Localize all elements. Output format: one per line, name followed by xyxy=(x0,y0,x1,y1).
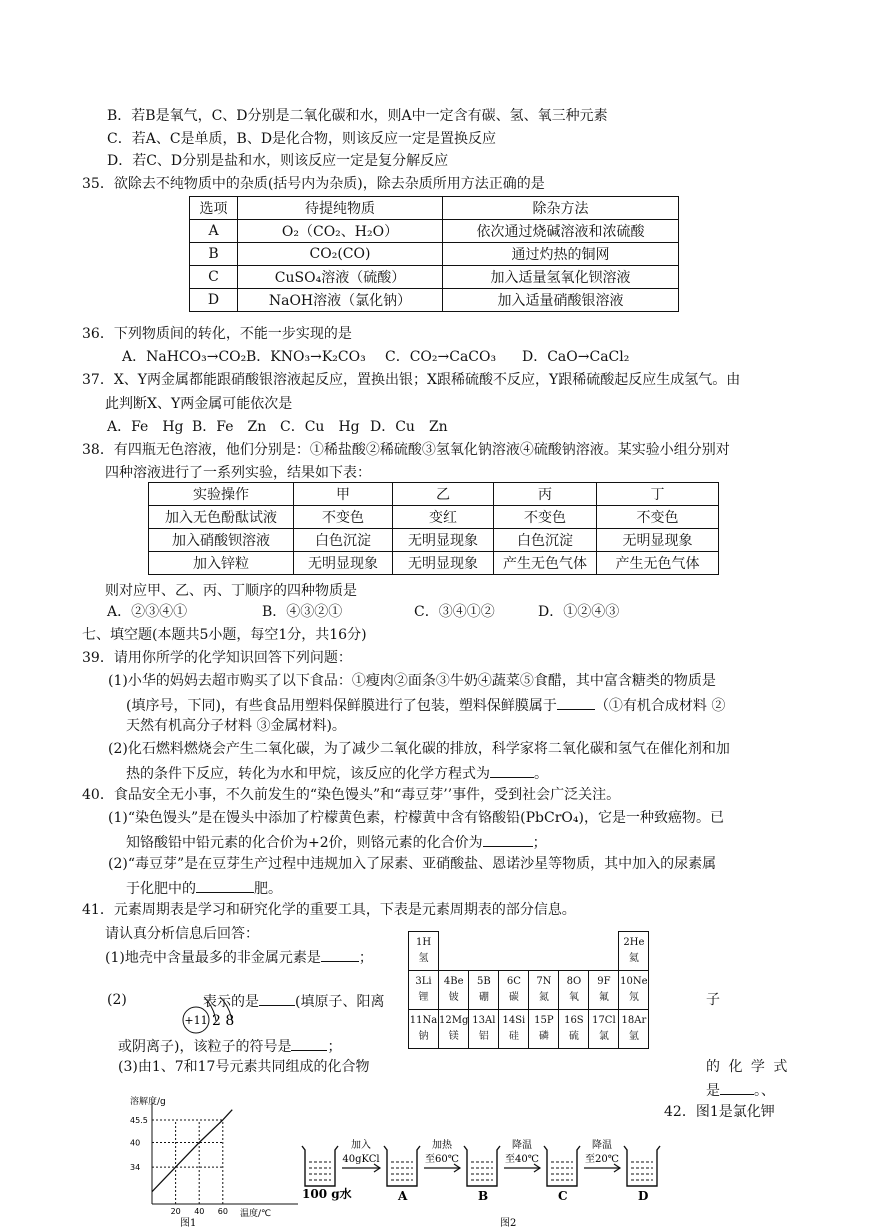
q41-part1-end: ； xyxy=(358,950,373,966)
q38-stem-line1: 38．有四瓶无色溶液，他们分别是：①稀盐酸②稀硫酸③氢氧化钠溶液④硫酸钠溶液。某实验小组分别对 xyxy=(82,442,730,458)
table-header-row xyxy=(149,483,719,506)
q41-part3-is: 是 xyxy=(706,1083,720,1099)
table-row xyxy=(190,243,679,266)
table-cell: 变红 xyxy=(393,506,494,529)
section-heading: 七、填空题(本题共5小题，每空1分，共16分) xyxy=(82,627,367,643)
table-header: 实验操作 xyxy=(149,483,294,506)
element-cell: 15P 磷 xyxy=(529,1010,559,1049)
q36-option-d: D．CaO→CaCl₂ xyxy=(522,349,630,365)
y-tick-label: 45.5 xyxy=(130,1115,148,1125)
q34-option-b: B．若B是氧气，C、D分别是二氧化碳和水，则A中一定含有碳、氢、氧三种元素 xyxy=(107,108,608,124)
beaker-label: C xyxy=(558,1189,568,1203)
table-cell: 产生无色气体 xyxy=(494,552,597,575)
table-cell: 无明显现象 xyxy=(597,529,719,552)
x-tick-label: 20 xyxy=(170,1207,181,1216)
element-cell: 7N 氮 xyxy=(529,971,559,1010)
q41-part2-end: ； xyxy=(327,1039,342,1055)
q41-part2-line2 xyxy=(118,1036,341,1056)
figure-caption: 图1 xyxy=(180,1218,197,1228)
answer-blank[interactable] xyxy=(321,947,359,962)
table-header: 甲 xyxy=(294,483,393,506)
table-header: 乙 xyxy=(393,483,494,506)
table-cell: CuSO₄溶液（硫酸） xyxy=(238,266,443,289)
q39-part1-line2 xyxy=(126,695,725,715)
solubility-chart xyxy=(128,1094,308,1228)
table-cell: 加入无色酚酞试液 xyxy=(149,506,294,529)
q39-part1-choices: （①有机合成材料 ② xyxy=(594,698,726,714)
table-cell: 白色沉淀 xyxy=(294,529,393,552)
table-row xyxy=(409,1010,649,1049)
table-cell: 无明显现象 xyxy=(393,529,494,552)
q37-option-d: D．Cu Zn xyxy=(370,419,448,435)
table-header: 待提纯物质 xyxy=(238,197,443,220)
electron-shells: 2 8 xyxy=(212,1013,235,1029)
step-label: 降温 xyxy=(512,1140,532,1151)
q41-part2-choice: (填原子、阳离 xyxy=(295,994,385,1010)
element-cell: 16S 硫 xyxy=(559,1010,589,1049)
q38-option-a: A．②③④① xyxy=(107,604,188,620)
table-cell: B xyxy=(190,243,238,266)
element-cell: 3Li 锂 xyxy=(409,971,439,1010)
table-cell: 无明显现象 xyxy=(393,552,494,575)
table-row xyxy=(409,971,649,1010)
q41-part3-right: 的 化 学 式 xyxy=(706,1059,790,1075)
element-cell: 10Ne 氖 xyxy=(619,971,649,1010)
element-cell: 17Cl 氯 xyxy=(589,1010,619,1049)
step-condition: 40gKCl xyxy=(342,1154,380,1165)
q36-option-b: B．KNO₃→K₂CO₃ xyxy=(246,349,366,365)
table-header: 除杂方法 xyxy=(443,197,679,220)
q40-stem: 40．食品安全无小事，不久前发生的“染色馒头”和“毒豆芽’’事件，受到社会广泛关注。 xyxy=(82,787,621,803)
answer-blank[interactable] xyxy=(490,763,534,778)
table-cell: CO₂(CO) xyxy=(238,243,443,266)
q38-option-b: B．④③②① xyxy=(262,604,343,620)
step-condition: 至40℃ xyxy=(505,1154,539,1165)
table-cell: 加入锌粒 xyxy=(149,552,294,575)
element-cell: 5B 硼 xyxy=(469,971,499,1010)
table-cell: 加入适量氢氧化钡溶液 xyxy=(443,266,679,289)
table-cell: 白色沉淀 xyxy=(494,529,597,552)
y-axis-label: 溶解度/g xyxy=(130,1097,166,1107)
element-cell: 1H 氢 xyxy=(409,932,439,971)
step-label: 加热 xyxy=(432,1140,452,1151)
x-tick-label: 40 xyxy=(194,1207,205,1216)
element-cell: 11Na 钠 xyxy=(409,1010,439,1049)
q34-option-c: C．若A、C是单质，B、D是化合物，则该反应一定是置换反应 xyxy=(107,131,497,147)
table-cell: 不变色 xyxy=(494,506,597,529)
beaker-label: D xyxy=(638,1189,649,1203)
element-cell: 4Be 铍 xyxy=(439,971,469,1010)
table-header: 选项 xyxy=(190,197,238,220)
q41-part2-text2: 或阴离子)，该粒子的符号是 xyxy=(118,1039,292,1055)
y-tick-label: 34 xyxy=(130,1163,141,1173)
table-cell: 无明显现象 xyxy=(294,552,393,575)
q39-stem: 39．请用你所学的化学知识回答下列问题： xyxy=(82,650,352,666)
q39-part1-line3: 天然有机高分子材料 ③金属材料)。 xyxy=(126,718,346,734)
element-cell: 8O 氧 xyxy=(559,971,589,1010)
q40-part1-end: ； xyxy=(532,835,547,851)
q35-table xyxy=(189,196,679,312)
q41-part3-end: 。、 xyxy=(754,1083,775,1099)
beaker-label: B xyxy=(478,1189,489,1203)
step-condition: 至60℃ xyxy=(425,1154,459,1165)
element-cell: 6C 碳 xyxy=(499,971,529,1010)
q37-option-b: B．Fe Zn xyxy=(192,419,267,435)
q39-part1-line1: (1)小华的妈妈去超市购买了以下食品：①瘦肉②面条③牛奶④蔬菜⑤食醋，其中富含糖类的物质是 xyxy=(108,673,716,689)
q39-part2-line1: (2)化石燃料燃烧会产生二氧化碳，为了减少二氧化碳的排放，科学家将二氧化碳和氢气在催化剂和加 xyxy=(108,741,730,757)
beaker-label: A xyxy=(398,1189,408,1203)
q37-option-a: A．Fe Hg xyxy=(107,419,184,435)
q40-part1-line2 xyxy=(126,832,547,852)
q37-stem-line1: 37．X、Y两金属都能跟硝酸银溶液起反应，置换出银；X跟稀硫酸不反应，Y跟稀硫酸起反应生成氢气。由 xyxy=(82,372,741,388)
answer-blank[interactable] xyxy=(720,1080,754,1095)
q37-option-c: C．Cu Hg xyxy=(280,419,360,435)
table-row xyxy=(149,529,719,552)
table-row xyxy=(190,266,679,289)
table-cell: D xyxy=(190,289,238,312)
element-cell: 12Mg 镁 xyxy=(439,1010,469,1049)
q36-option-a: A．NaHCO₃→CO₂ xyxy=(122,349,247,365)
q41-part2-tail: 子 xyxy=(706,992,720,1008)
process-diagram xyxy=(298,1134,670,1228)
q41-line2: 请认真分析信息后回答： xyxy=(105,926,259,942)
answer-blank[interactable] xyxy=(483,832,533,847)
element-cell: 9F 氟 xyxy=(589,971,619,1010)
q36-stem: 36．下列物质间的转化，不能一步实现的是 xyxy=(82,326,352,342)
q40-part1-line1: (1)“染色馒头”是在馒头中添加了柠檬黄色素，柠檬黄中含有铬酸铅(PbCrO₄)，它是一种致癌物。已 xyxy=(108,810,724,826)
q41-part1-text: (1)地壳中含量最多的非金属元素是 xyxy=(105,950,321,966)
q40-part2-line1: (2)“毒豆芽”是在豆芽生产过程中违规加入了尿素、亚硝酸盐、恩诺沙星等物质，其中加入的尿素属 xyxy=(108,856,717,872)
ion-structure-diagram xyxy=(180,993,250,1039)
q39-part1-text: (填序号，下同)，有些食品用塑料保鲜膜进行了包装，塑料保鲜膜属于 xyxy=(126,698,557,714)
table-cell: A xyxy=(190,220,238,243)
y-tick-label: 40 xyxy=(130,1138,141,1148)
table-cell: 通过灼热的铜网 xyxy=(443,243,679,266)
answer-blank[interactable] xyxy=(196,878,254,893)
table-header-row xyxy=(190,197,679,220)
q41-part1 xyxy=(105,947,373,967)
q35-stem: 35．欲除去不纯物质中的杂质(括号内为杂质)，除去杂质所用方法正确的是 xyxy=(82,176,545,192)
q40-part2-line2 xyxy=(126,878,282,898)
q40-part2-end: 肥。 xyxy=(254,881,282,897)
answer-blank[interactable] xyxy=(259,991,295,1006)
q38-option-c: C．③④①② xyxy=(414,604,495,620)
table-row xyxy=(409,932,649,971)
periodic-table xyxy=(408,931,649,1049)
table-cell: 产生无色气体 xyxy=(597,552,719,575)
table-row xyxy=(149,506,719,529)
table-cell: NaOH溶液（氯化钠） xyxy=(238,289,443,312)
q38-stem-line2: 四种溶液进行了一系列实验，结果如下表： xyxy=(105,465,371,481)
figure-caption: 图2 xyxy=(500,1218,517,1228)
q36-option-c: C．CO₂→CaCO₃ xyxy=(385,349,497,365)
element-cell: 2He 氦 xyxy=(619,932,649,971)
q41-part3-line2 xyxy=(706,1080,775,1100)
q37-stem-line2: 此判断X、Y两金属可能依次是 xyxy=(105,396,293,412)
q40-part2-text: 于化肥中的 xyxy=(126,881,196,897)
table-cell: 不变色 xyxy=(597,506,719,529)
element-cell: 18Ar 氩 xyxy=(619,1010,649,1049)
step-label: 降温 xyxy=(592,1140,612,1151)
q41-stem: 41．元素周期表是学习和研究化学的重要工具，下表是元素周期表的部分信息。 xyxy=(82,902,576,918)
q38-after: 则对应甲、乙、丙、丁顺序的四种物质是 xyxy=(105,583,357,599)
answer-blank[interactable] xyxy=(291,1036,327,1051)
q40-part1-text: 知铬酸铅中铅元素的化合价为+2价，则铬元素的化合价为 xyxy=(126,835,483,851)
table-header: 丁 xyxy=(597,483,719,506)
table-cell: O₂（CO₂、H₂O） xyxy=(238,220,443,243)
nucleus-charge: +11 xyxy=(184,1014,208,1027)
step-label: 加入 xyxy=(351,1140,371,1151)
answer-blank[interactable] xyxy=(557,695,595,710)
table-cell: 加入适量硝酸银溶液 xyxy=(443,289,679,312)
table-row xyxy=(190,289,679,312)
q39-part2-end: 。 xyxy=(534,766,548,782)
table-cell: 加入硝酸钡溶液 xyxy=(149,529,294,552)
table-cell: 依次通过烧碱溶液和浓硫酸 xyxy=(443,220,679,243)
q39-part2-line2 xyxy=(126,763,548,783)
q41-part2-label: (2) xyxy=(107,992,127,1008)
q34-option-d: D．若C、D分别是盐和水，则该反应一定是复分解反应 xyxy=(107,153,449,169)
x-axis-label: 温度/℃ xyxy=(240,1209,272,1219)
start-label: 100 g水 xyxy=(302,1187,352,1201)
step-condition: 至20℃ xyxy=(585,1154,619,1165)
element-cell: 13Al 铝 xyxy=(469,1010,499,1049)
x-tick-label: 60 xyxy=(217,1207,228,1216)
q41-part2-shows: 表示的是 xyxy=(203,994,259,1010)
solubility-curve xyxy=(152,1110,232,1192)
q42-start: 42．图1是氯化钾 xyxy=(664,1104,775,1120)
q38-option-d: D．①②④③ xyxy=(538,604,620,620)
table-cell: C xyxy=(190,266,238,289)
q38-table xyxy=(148,482,719,575)
table-row xyxy=(149,552,719,575)
element-cell: 14Si 硅 xyxy=(499,1010,529,1049)
table-header: 丙 xyxy=(494,483,597,506)
q41-part3: (3)由1、7和17号元素共同组成的化合物 xyxy=(118,1059,370,1075)
q39-part2-text: 热的条件下反应，转化为水和甲烷，该反应的化学方程式为 xyxy=(126,766,490,782)
table-cell: 不变色 xyxy=(294,506,393,529)
table-row xyxy=(190,220,679,243)
